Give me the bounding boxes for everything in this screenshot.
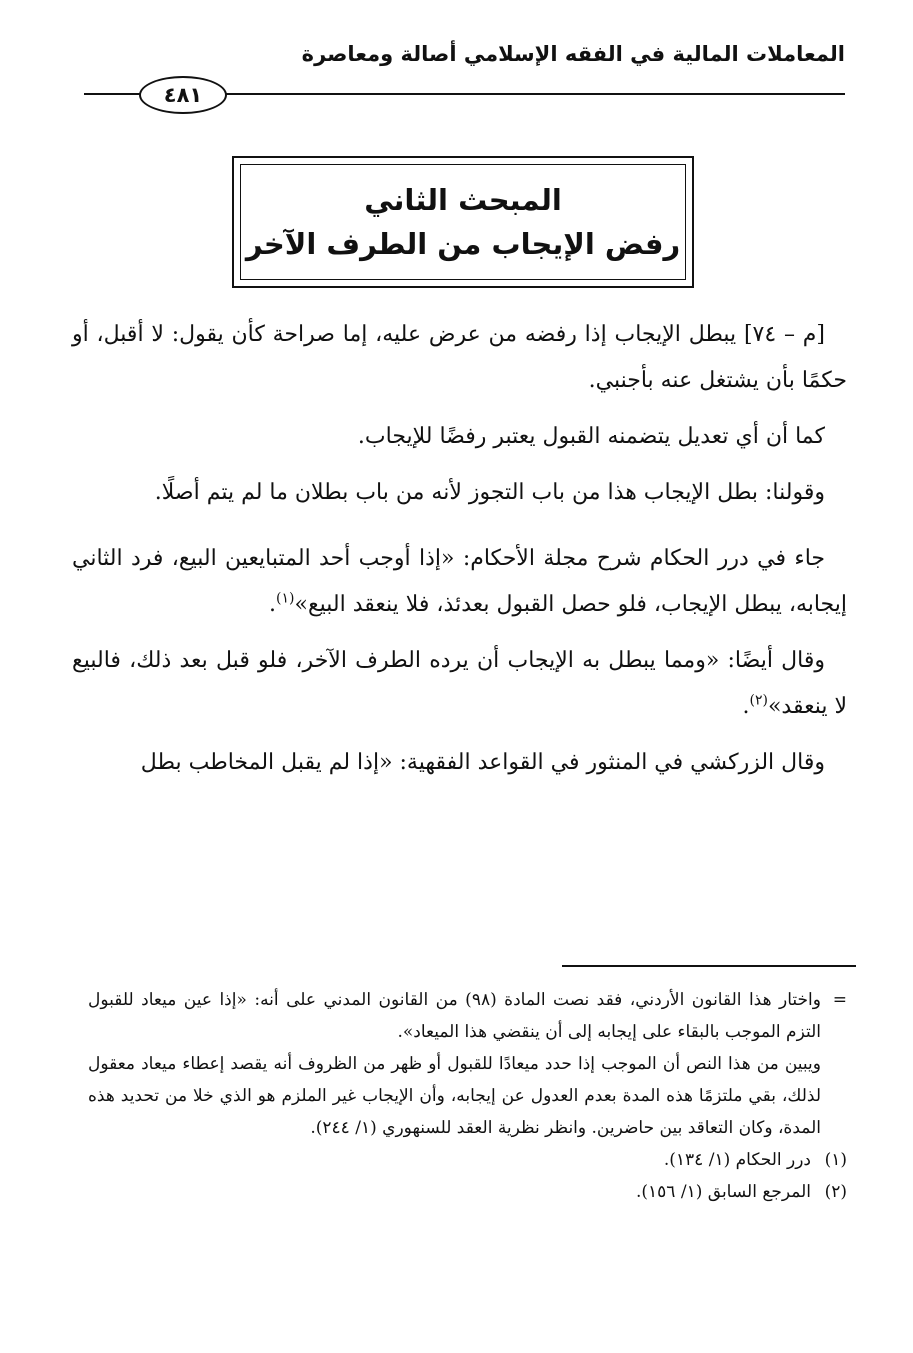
footnote-continuation <box>88 984 847 1144</box>
footnote-continuation-text-1: واختار هذا القانون الأردني، فقد نصت المادة (٩٨) من القانون المدني على أنه: «إذا عين ميعاد للقبول التزم الموجب بالبقاء على إيجابه إلى أن ينقضي هذا الميعاد». <box>88 990 821 1042</box>
footnote-2 <box>88 1176 847 1208</box>
footnote-2-text: المرجع السابق (١/ ١٥٦). <box>636 1182 811 1202</box>
paragraph-modification: كما أن أي تعديل يتضمنه القبول يعتبر رفضًا للإيجاب. <box>357 424 825 449</box>
paragraph-figurative-note: وقولنا: بطل الإيجاب هذا من باب التجوز لأنه من باب بطلان ما لم يتم أصلًا. <box>154 480 825 505</box>
running-header: المعاملات المالية في الفقه الإسلامي أصالة ومعاصرة <box>301 42 845 66</box>
paragraph-durar-quote <box>72 536 847 628</box>
page-number: ٤٨١ <box>139 76 227 114</box>
footnote-1 <box>88 1144 847 1176</box>
durar-quote-end: . <box>269 592 277 617</box>
also-said-end: . <box>742 694 750 719</box>
footnote-ref-1[interactable]: (١) <box>276 590 295 607</box>
footnotes-area <box>88 984 847 1208</box>
footnote-continuation-text-2: ويبين من هذا النص أن الموجب إذا حدد ميعادًا للقبول أو ظهر من الظروف أنه يقصد إعطاء ميعاد معقول لذلك، بقي ملتزمًا هذه المدة بعدم العدول عن إيجابه، وأن الإيجاب غير الملزم هو الذي خلا من تحديد هذه المدة، وكان التعاقد بين حاضرين. وانظر نظرية العقد للسنهوري (١/ ٢٤٤). <box>88 1054 821 1138</box>
paragraph-zarkashi: وقال الزركشي في المنثور في القواعد الفقهية: «إذا لم يقبل المخاطب بطل <box>140 750 825 775</box>
section-title-inner-frame <box>240 164 686 280</box>
durar-quote-text: جاء في درر الحكام شرح مجلة الأحكام: «إذا أوجب أحد المتبايعين البيع، فرد الثاني إيجابه، يبطل الإيجاب، فلو حصل القبول بعدئذ، فلا ينعقد البيع» <box>72 546 847 617</box>
paragraph-rule-74: [م – ٧٤] يبطل الإيجاب إذا رفضه من عرض عليه، إما صراحة كأن يقول: لا أقبل، أو حكمًا بأن يشتغل عنه بأجنبي. <box>72 322 847 393</box>
section-title-line1: المبحث الثاني <box>364 183 562 217</box>
footnote-2-number: (٢) <box>824 1182 847 1202</box>
also-said-text: وقال أيضًا: «ومما يبطل به الإيجاب أن يرده الطرف الآخر، فلو قبل بعد ذلك، فالبيع لا ينعقد» <box>72 648 847 719</box>
footnote-1-number: (١) <box>824 1150 847 1170</box>
section-title-box <box>232 156 694 288</box>
footnote-separator <box>562 965 856 967</box>
continuation-marker: = <box>832 990 847 1010</box>
footnote-ref-2[interactable]: (٢) <box>749 692 768 709</box>
main-body-text <box>72 312 847 796</box>
section-title-line2: رفض الإيجاب من الطرف الآخر <box>245 227 681 261</box>
footnote-1-text: درر الحكام (١/ ١٣٤). <box>663 1150 811 1170</box>
paragraph-also-said <box>72 638 847 730</box>
